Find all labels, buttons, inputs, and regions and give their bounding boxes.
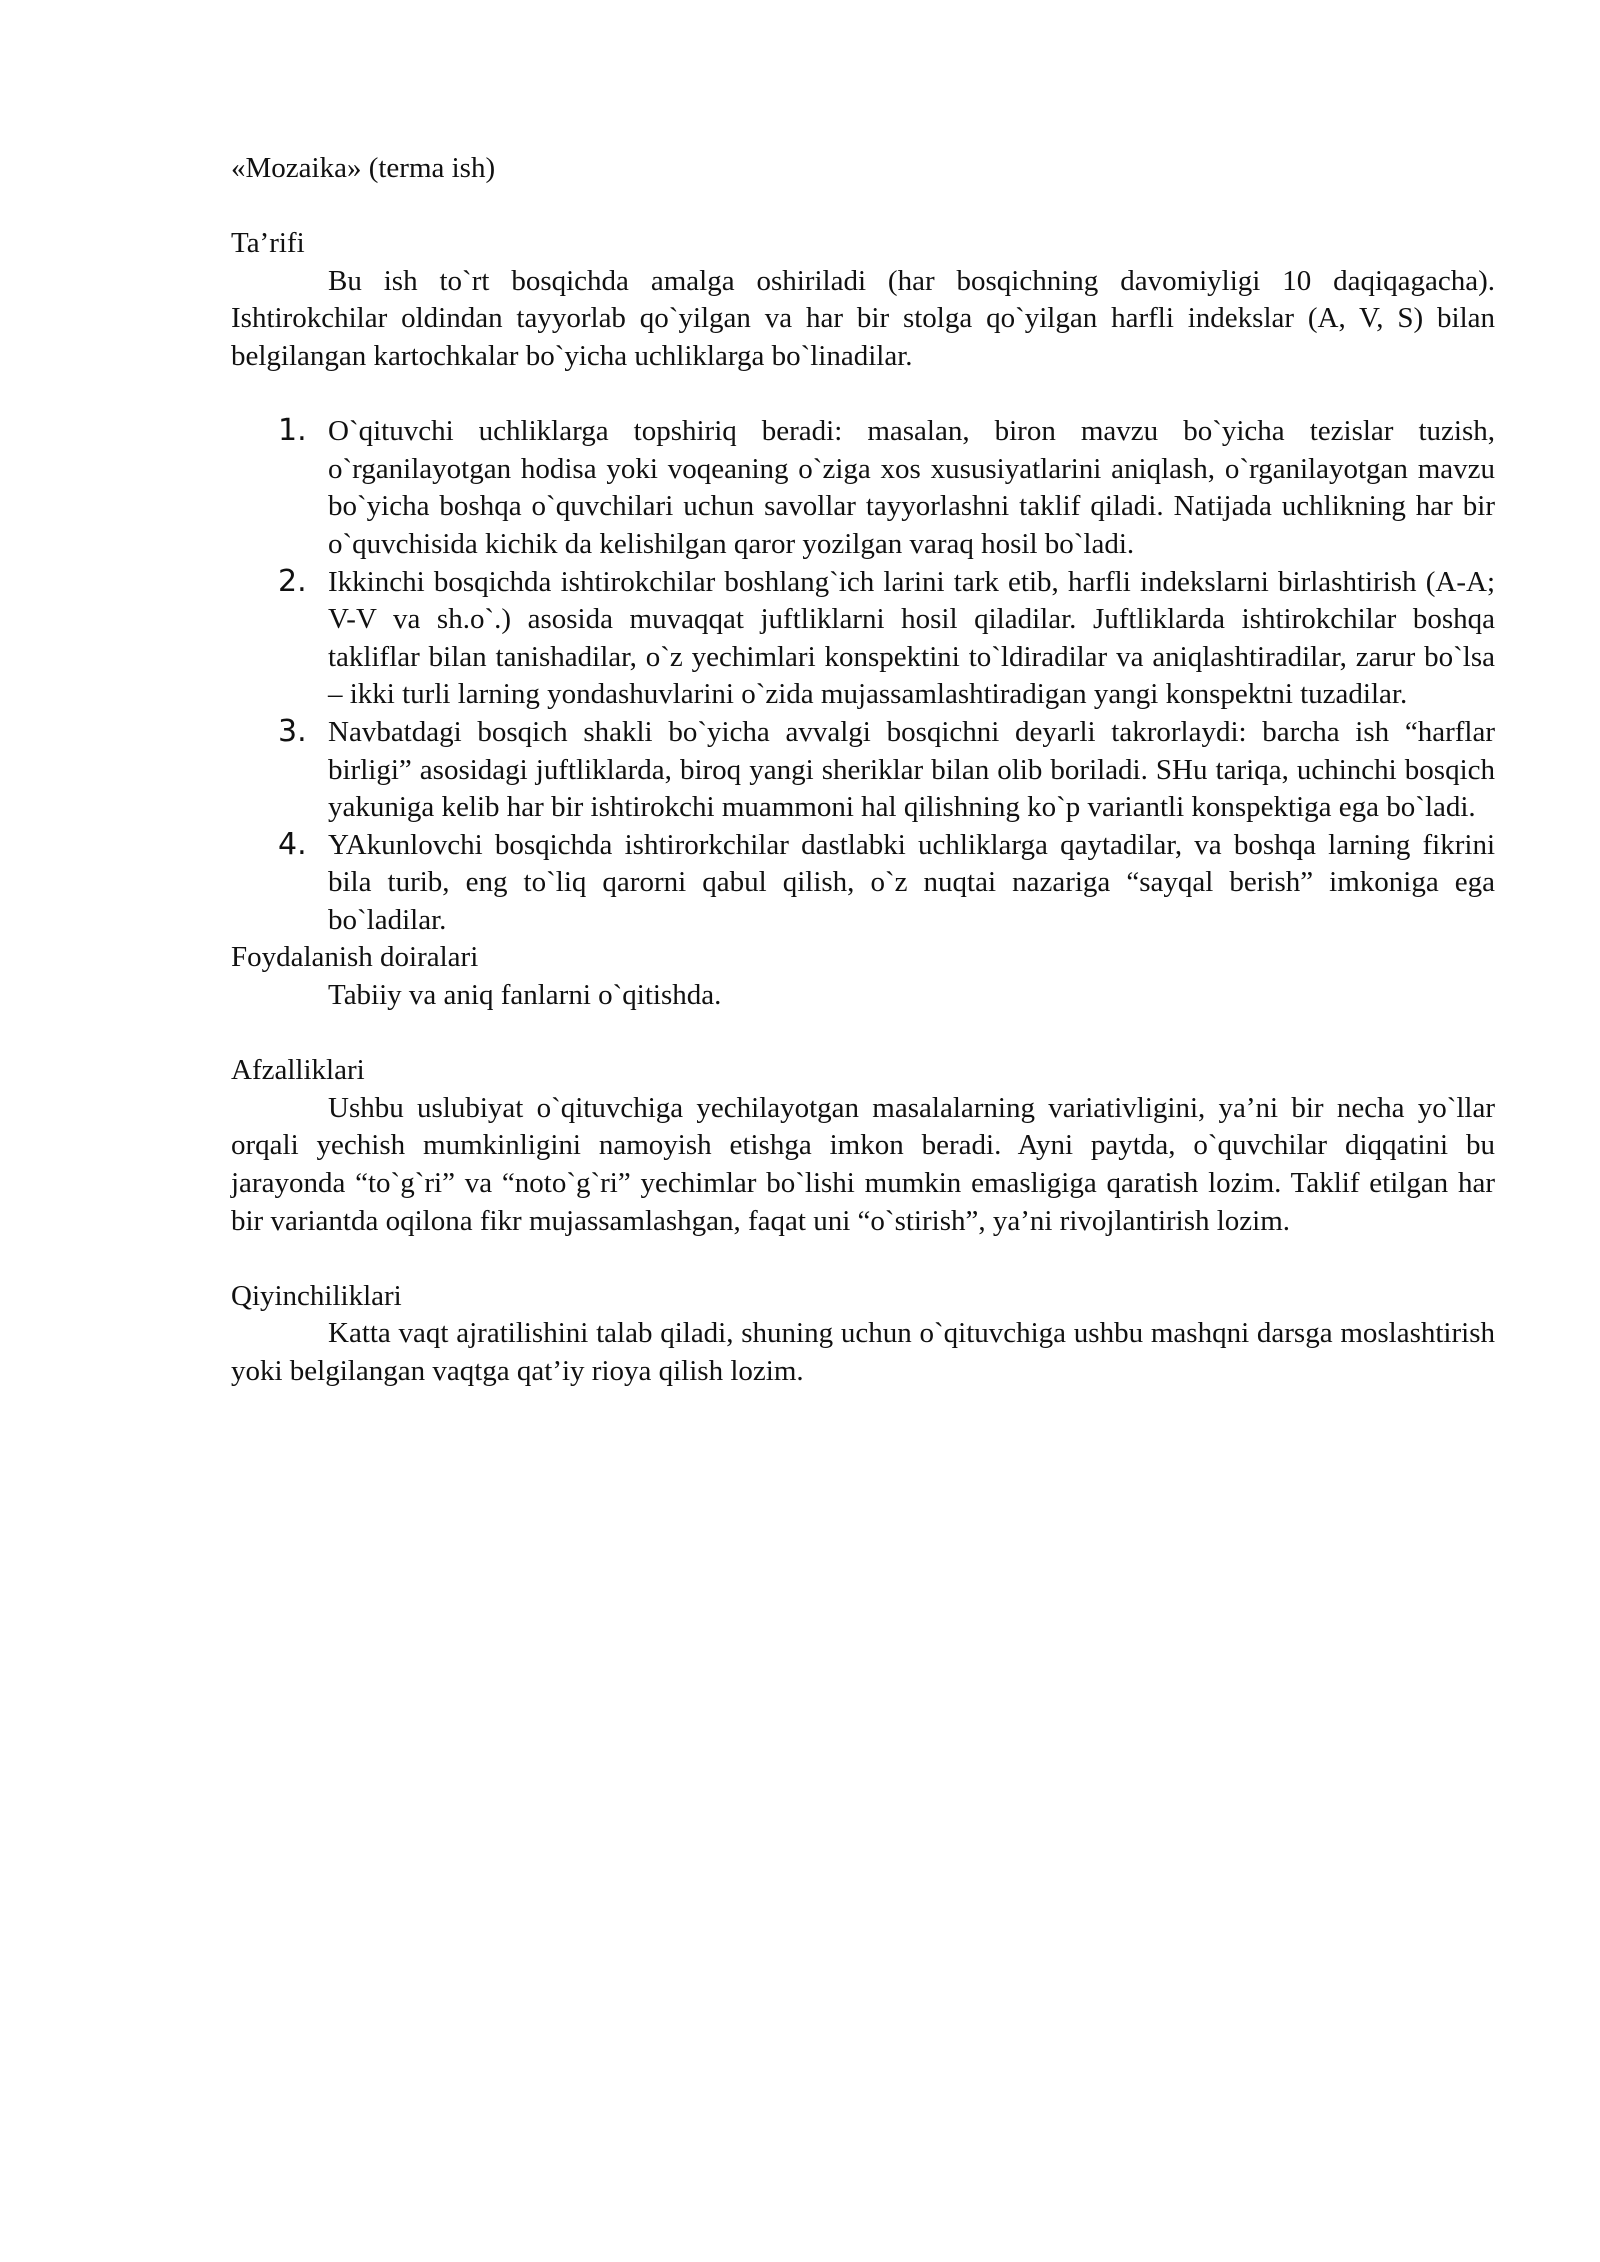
spacer <box>231 1240 1495 1278</box>
list-item <box>231 714 1495 827</box>
spacer <box>231 1015 1495 1053</box>
list-item <box>231 413 1495 563</box>
list-number: 4. <box>278 826 307 862</box>
list-item <box>231 827 1495 940</box>
definition-text: Bu ish to`rt bosqichda amalga oshiriladi (har bosqichning davomiyligi 10 daqiqagacha). Ishtirokchilar oldindan tayyorlab qo`yilgan va har bir stolga qo`yilgan harfli indekslar (A, V, S) bilan belgilangan kartochkalar bo`yicha uchliklarga bo`linadilar. <box>231 264 1495 372</box>
steps-list <box>231 413 1495 939</box>
spacer <box>231 376 1495 414</box>
advantages-text: Ushbu uslubiyat o`qituvchiga yechilayotgan masalalarning variativligini, ya’ni bir necha yo`llar orqali yechish mumkinligini namoyish etishga imkon beradi. Ayni paytda, o`quvchilar diqqatini bu jarayonda “to`g`ri” va “noto`g`ri” yechimlar bo`lishi mumkin emasligiga qaratish lozim. Taklif etilgan har bir variantda oqilona fikr mujassamlashgan, faqat uni “o`stirish”, ya’ni rivojlantirish lozim. <box>231 1091 1495 1237</box>
list-number: 1. <box>278 413 307 449</box>
list-item-text: O`qituvchi uchliklarga topshiriq beradi: masalan, biron mavzu bo`yicha tezislar tuzish, o`rganilayotgan hodisa yoki voqeaning o`ziga xos xususiyatlarini aniqlash, o`rganilayotgan mavzu bo`yicha boshqa o`quvchilari uchun savollar tayyorlashni taklif qiladi. Natijada uchlikning har bir o`quvchisida kichik da kelishilgan qaror yozilgan varaq hosil bo`ladi. <box>328 415 1495 560</box>
list-item-text: YAkunlovchi bosqichda ishtirorkchilar dastlabki uchliklarga qaytadilar, va boshqa larning fikrini bila turib, eng to`liq qarorni qabul qilish, o`z nuqtai nazariga “sayqal berish” imkoniga ega bo`ladilar. <box>328 828 1495 936</box>
list-item-text: Navbatdagi bosqich shakli bo`yicha avvalgi bosqichni deyarli takrorlaydi: barcha ish “harflar birligi” asosidagi juftliklarda, biroq yangi sheriklar bilan olib boriladi. SHu tariqa, uchinchi bosqich yakuniga kelib har bir ishtirokchi muammoni hal qilishning ko`p variantli konspektiga ega bo`ladi. <box>328 715 1495 824</box>
document-page <box>231 150 1495 1391</box>
list-number: 2. <box>278 563 307 599</box>
usage-text: Tabiiy va aniq fanlarni o`qitishda. <box>328 979 722 1012</box>
list-item-text: Ikkinchi bosqichda ishtirokchilar boshlang`ich larini tark etib, harfli indekslarni birlashtirish (A-A; V-V va sh.o`.) asosida muvaqqat juftliklarni hosil qiladilar. Juftliklarda ishtirokchilar boshqa takliflar bilan tanishadilar, o`z yechimlari konspektini to`ldiradilar va aniqlashtiradilar, zarur bo`lsa – ikki turli larning yondashuvlarini o`zida mujassamlashtiradigan yangi konspektni tuzadilar. <box>328 565 1495 711</box>
advantages-heading: Afzalliklari <box>231 1054 365 1087</box>
difficulties-text: Katta vaqt ajratilishini talab qiladi, shuning uchun o`qituvchiga ushbu mashqni darsga moslashtirish yoki belgilangan vaqtga qat’iy rioya qilish lozim. <box>231 1317 1495 1387</box>
difficulties-heading: Qiyinchiliklari <box>231 1279 402 1312</box>
definition-heading: Ta’rifi <box>231 227 305 260</box>
usage-heading: Foydalanish doiralari <box>231 941 479 974</box>
list-item <box>231 564 1495 714</box>
document-title: «Mozaika» (terma ish) <box>231 152 496 184</box>
list-number: 3. <box>278 713 307 749</box>
